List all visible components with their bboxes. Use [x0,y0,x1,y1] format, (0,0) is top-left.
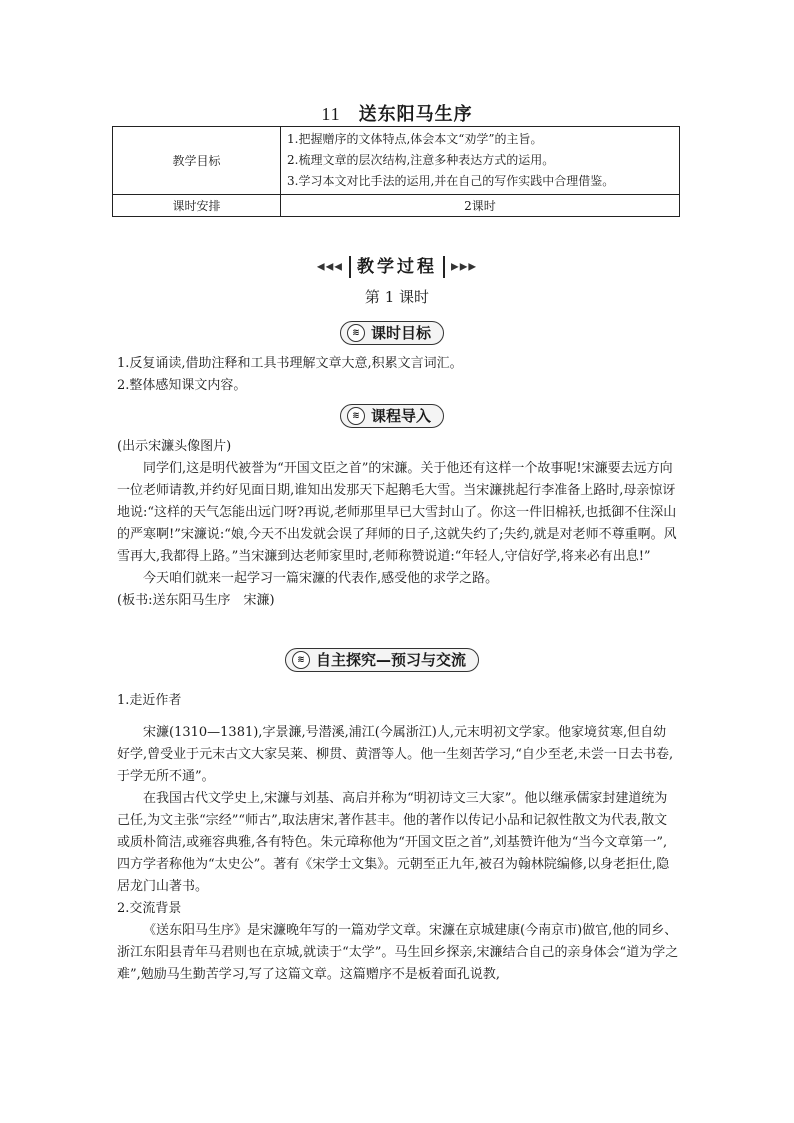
lesson-name: 送东阳马生序 [358,104,473,125]
intro-paragraph: 今天咱们就来一起学习一篇宋濂的代表作,感受他的求学之路。 [143,571,499,586]
intro-note: (出示宋濂头像图片) [117,439,232,454]
lesson-number: 11 [321,104,341,124]
lesson-title [0,100,794,126]
section-header-intro [340,404,444,428]
section-header-goals [340,321,444,345]
left-arrows-icon: ◀◀◀ [316,261,343,273]
divider [443,256,445,278]
goal-label: 教学目标 [113,127,281,195]
list-item: 1.反复诵读,借助注释和工具书理解文章大意,积累文言词汇。 [117,356,463,371]
intro-body [117,436,679,612]
section-title: 课时目标 [371,324,432,342]
book-stack-icon: ≋ [347,324,365,342]
section-title: 课程导入 [371,407,432,425]
right-arrows-icon: ▶▶▶ [451,261,478,273]
lesson-plan-table [112,126,680,217]
author-paragraph: 宋濂(1310—1381),字景濂,号潜溪,浦江(今属浙江)人,元末明初文学家。他家境贫寒,但自幼好学,曾受业于元末古文大家吴莱、柳贯、黄溍等人。他一生刻苦学习,“自少至老,未尝一日去书卷,于学无所不通”。 [117,725,674,784]
subheading: 1.走近作者 [117,693,182,708]
period-heading [0,286,794,307]
divider [349,256,351,278]
section-header-explore [285,648,479,672]
book-stack-icon: ≋ [292,651,310,669]
explore-body [117,690,679,986]
process-banner [0,252,794,278]
goals-list [117,353,679,397]
author-paragraph: 在我国古代文学史上,宋濂与刘基、高启并称为“明初诗文三大家”。他以继承儒家封建道统为己任,为文主张“宗经”“师古”,取法唐宋,著作甚丰。他的著作以传记小品和记叙性散文为代表,散文或质朴简洁,或雍容典雅,各有特色。朱元璋称他为“开国文臣之首”,刘基赞许他为“当今文章第一”,四方学者称他为“太史公”。著有《宋学士文集》。元朝至正九年,被召为翰林院编修,以身老拒仕,隐居龙门山著书。 [117,791,670,894]
goal-item: 3.学习本文对比手法的运用,并在自己的写作实践中合理借鉴。 [287,174,615,188]
period-suffix: 课时 [399,288,430,306]
period-number: 1 [384,288,395,306]
subheading: 2.交流背景 [117,901,182,916]
table-row [113,127,680,195]
period-prefix: 第 [364,288,380,306]
list-item: 2.整体感知课文内容。 [117,378,247,393]
section-title: 自主探究—预习与交流 [316,651,467,669]
schedule-value: 2课时 [281,195,680,217]
book-stack-icon: ≋ [347,407,365,425]
intro-paragraph: 同学们,这是明代被誉为“开国文臣之首”的宋濂。关于他还有这样一个故事呢!宋濂要去远方向一位老师请教,并约好见面日期,谁知出发那天下起鹅毛大雪。当宋濂挑起行李准备上路时,母亲惊讶地说:“这样的天气怎能出远门呀?再说,老师那里早已大雪封山了。你这一件旧棉袄,也抵御不住深山的严寒啊!”宋濂说:“娘,今天不出发就会误了拜师的日子,这就失约了;失约,就是对老师不尊重啊。风雪再大,我都得上路。”当宋濂到达老师家里时,老师称赞说道:“年轻人,守信好学,将来必有出息!” [117,461,677,564]
table-row [113,195,680,217]
goal-list [281,127,680,195]
schedule-label: 课时安排 [113,195,281,217]
process-title: 教学过程 [357,257,437,277]
goal-item: 2.梳理文章的层次结构,注意多种表达方式的运用。 [287,153,555,167]
background-paragraph: 《送东阳马生序》是宋濂晚年写的一篇劝学文章。宋濂在京城建康(今南京市)做官,他的同乡、浙江东阳县青年马君则也在京城,就读于“太学”。马生回乡探亲,宋濂结合自己的亲身体会“道为学之难”,勉励马生勤苦学习,写了这篇文章。这篇赠序不是板着面孔说教, [117,923,679,982]
board-note: (板书:送东阳马生序 宋濂) [117,593,275,608]
goal-item: 1.把握赠序的文体特点,体会本文“劝学”的主旨。 [287,132,543,146]
